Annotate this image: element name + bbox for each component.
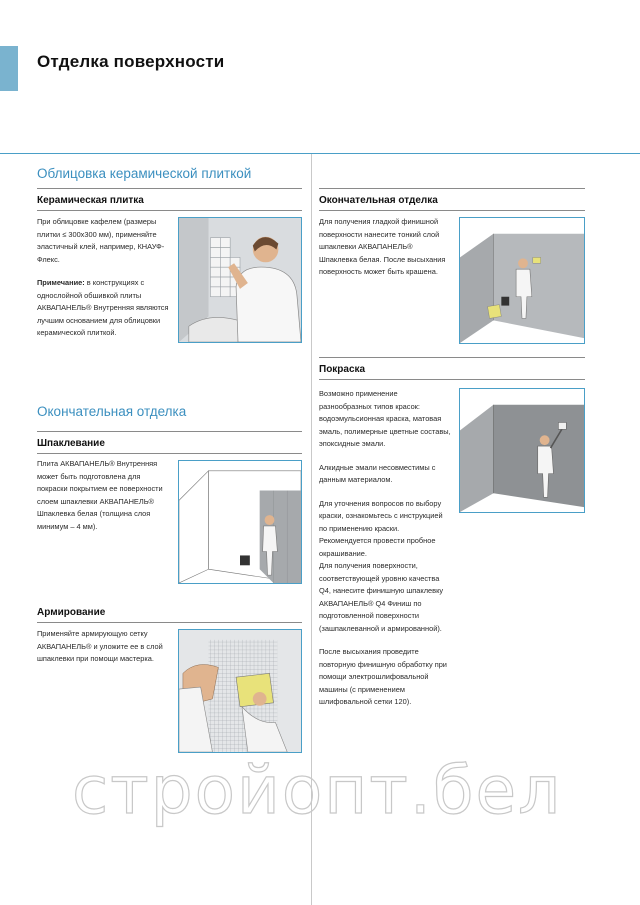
- painting-illustration: [459, 388, 585, 513]
- puttying-text: [37, 458, 169, 544]
- final-drawing: [460, 218, 584, 343]
- final-paragraph: Для получения гладкой финишной поверхности нанесите тонкий слой шпаклевки АКВАПАНЕЛЬ® Шпаклевка белая. После высыхания поверхность может быть крашена.: [319, 217, 446, 276]
- page-color-tab: [0, 46, 18, 91]
- subsection-rule: [37, 622, 302, 623]
- puttying-paragraph: Плита АКВАПАНЕЛЬ® Внутренняя может быть подготовлена для покраски покрытием ее поверхности слоем шпаклевки АКВАПАНЕЛЬ® Шпаклевка белая (толщина слоя минимум – 4 мм).: [37, 459, 163, 531]
- subsection-title-reinforcing: Армирование: [37, 607, 106, 618]
- subsection-title-ceramic: Керамическая плитка: [37, 195, 144, 206]
- reinforcing-text: [37, 628, 169, 677]
- tiling-illustration: [178, 217, 302, 343]
- painting-paragraph-2: Алкидные эмали несовместимы с данным материалом.: [319, 462, 436, 484]
- note-label: Примечание:: [37, 278, 85, 287]
- section-rule: [37, 188, 302, 189]
- reinforcing-illustration: [178, 629, 302, 753]
- painting-drawing: [460, 389, 584, 512]
- ceramic-text: [37, 216, 169, 351]
- section-rule: [37, 431, 302, 432]
- ceramic-paragraph: При облицовке кафелем (размеры плитки ≤ 300х300 мм), применяйте эластичный клей, например, КНАУФ-Флекс.: [37, 217, 165, 264]
- subsection-rule: [37, 453, 302, 454]
- header-divider: [0, 153, 640, 154]
- tiling-drawing: [179, 218, 301, 342]
- painting-paragraph-1: Возможно применение разнообразных типов красок: водоэмульсионная краска, матовая эмаль, полимерные цветные составы, эпоксидные эмали.: [319, 389, 451, 448]
- reinforcing-drawing: [179, 630, 301, 752]
- subsection-rule: [319, 188, 585, 189]
- watermark-text: стройопт.бел: [72, 752, 563, 829]
- painting-paragraph-4: Для получения поверхности, соответствующей уровню качества Q4, нанесите финишную шпаклевку АКВАПАНЕЛЬ® Q4 Финиш по подготовленной поверхности (зашпаклеванной и армированной).: [319, 561, 444, 633]
- page-title: Отделка поверхности: [37, 52, 225, 71]
- final-text: [319, 216, 451, 290]
- ceramic-note: [37, 277, 169, 340]
- puttying-drawing: [179, 461, 301, 583]
- painting-paragraph-5: После высыхания проведите повторную финишную обработку при помощи электрошлифовальной машины (с применением шлифовальной сетки 120).: [319, 647, 447, 706]
- subsection-rule: [37, 210, 302, 211]
- reinforcing-paragraph: Применяйте армирующую сетку АКВАПАНЕЛЬ® и уложите ее в слой шпаклевки при помощи мастерка.: [37, 629, 163, 663]
- subsection-rule: [319, 210, 585, 211]
- section-title-finishing: Окончательная отделка: [37, 404, 187, 419]
- painting-paragraph-3: Для уточнения вопросов по выбору краски, ознакомьтесь с инструкцией по применению краски. Рекомендуется провести пробное окрашивание.: [319, 498, 443, 558]
- note-text: в конструкциях с однослойной обшивкой плиты АКВАПАНЕЛЬ® Внутренняя являются лучшим основанием для облицовки керамической плиткой.: [37, 278, 169, 337]
- subsection-title-painting: Покраска: [319, 364, 366, 375]
- puttying-illustration: [178, 460, 302, 584]
- section-title-tiling: Облицовка керамической плиткой: [37, 166, 252, 181]
- painting-text: [319, 388, 451, 720]
- subsection-rule: [319, 379, 585, 380]
- subsection-title-puttying: Шпаклевание: [37, 438, 105, 449]
- final-illustration: [459, 217, 585, 344]
- subsection-title-final: Окончательная отделка: [319, 195, 438, 206]
- subsection-rule: [319, 357, 585, 358]
